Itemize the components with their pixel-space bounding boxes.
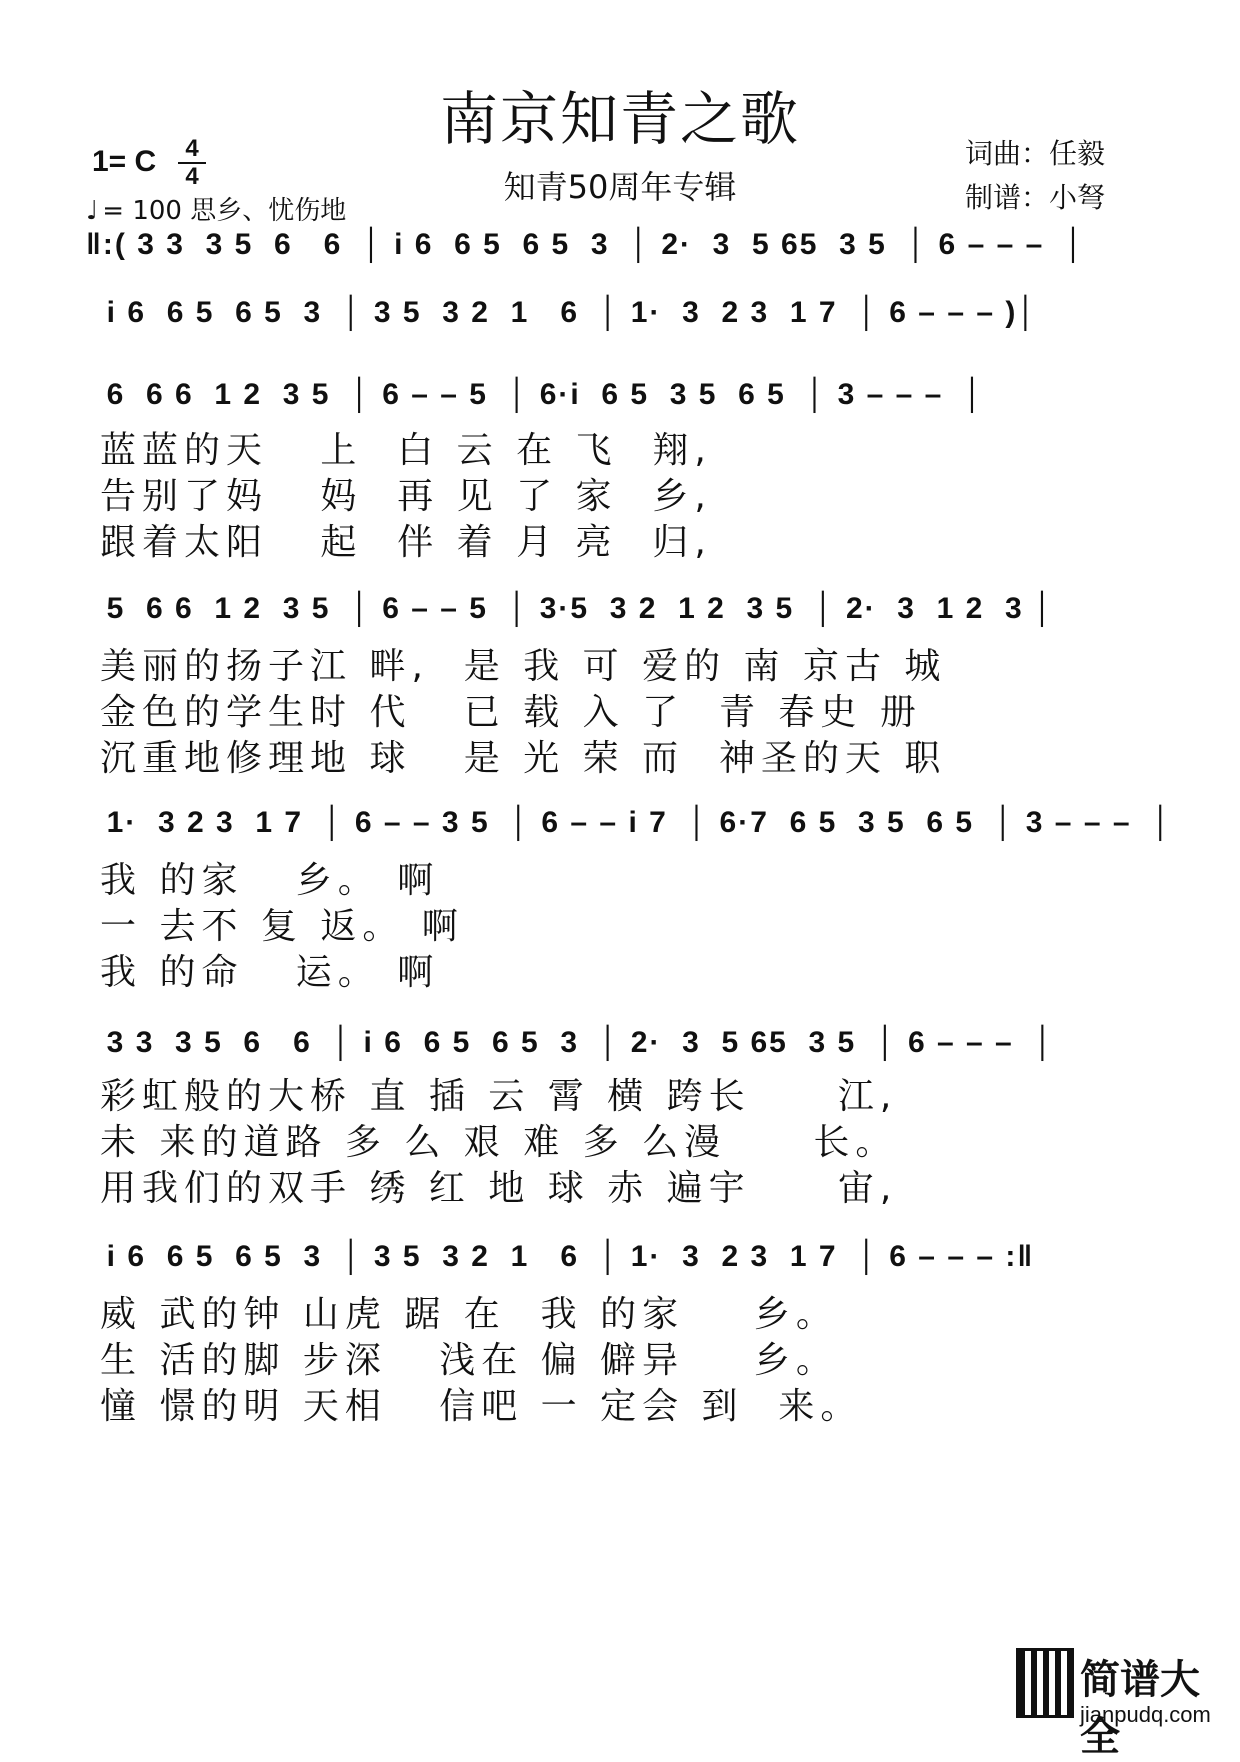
lyric-line: 我 的命 运。 啊 [100,952,440,993]
lyric-line: 彩虹般的大桥 直 插 云 霄 横 跨长 江, [100,1076,898,1117]
lyric-line: 用我们的双手 绣 红 地 球 赤 遍宇 宙, [100,1168,898,1209]
lyric-line: 生 活的脚 步深 浅在 偏 僻异 乡。 [100,1340,838,1381]
lyric-line: 憧 憬的明 天相 信吧 一 定会 到 来。 [100,1386,863,1427]
quarter-note-icon: ♩ [86,196,99,226]
lyric-line: 告别了妈 妈 再 见 了 家 乡, [100,476,712,517]
lyric-line: 威 武的钟 山虎 踞 在 我 的家 乡。 [100,1294,838,1335]
time-signature [178,137,206,189]
time-bottom: 4 [185,163,199,190]
score-line-7: i 6 6 5 6 5 3 │ 3 5 3 2 1 6 │ 1· 3 2 3 1 7 │ 6 – – – :‖ [86,1240,1035,1273]
lyric-line: 跟着太阳 起 伴 着 月 亮 归, [100,522,712,563]
tempo-text: = 100 思乡、忧伤地 [102,196,347,226]
lyric-line: 金色的学生时 代 已 载 入 了 青 春史 册 [100,692,922,733]
lyric-line: 美丽的扬子江 畔, 是 我 可 爱的 南 京古 城 [100,646,947,687]
key-signature: 1= C [92,145,157,178]
score-line-4: 5 6 6 1 2 3 5 │ 6 – – 5 │ 3·5 3 2 1 2 3 5 │ 2· 3 1 2 3 │ [86,592,1055,625]
score-line-2: i 6 6 5 6 5 3 │ 3 5 3 2 1 6 │ 1· 3 2 3 1 7 │ 6 – – – )│ [86,296,1039,329]
time-top: 4 [185,135,199,162]
lyric-line: 一 去不 复 返。 啊 [100,906,464,947]
album-subtitle: 知青50周年专辑 [503,168,737,206]
lyric-line: 沉重地修理地 球 是 光 荣 而 神圣的天 职 [100,738,947,779]
lyric-line: 蓝蓝的天 上 白 云 在 飞 翔, [100,430,712,471]
logo-url: jianpudq.com [1080,1702,1211,1727]
lyric-line: 未 来的道路 多 么 艰 难 多 么漫 长。 [100,1122,898,1163]
score-line-3: 6 6 6 1 2 3 5 │ 6 – – 5 │ 6·i 6 5 3 5 6 5 │ 3 – – – │ [86,378,985,411]
piano-icon [1016,1648,1074,1718]
arranger: 制谱：小弩 [965,181,1106,214]
tempo-marking [86,190,346,227]
credits [965,132,1105,220]
lyricist: 词曲：任毅 [965,137,1106,170]
song-title: 南京知青之歌 [439,85,800,153]
logo-text: 简谱大全 [1080,1657,1200,1760]
score-line-6: 3 3 3 5 6 6 │ i 6 6 5 6 5 3 │ 2· 3 5 65 3 5 │ 6 – – – │ [86,1026,1056,1059]
score-line-1: ‖:( 3 3 3 5 6 6 │ i 6 6 5 6 5 3 │ 2· 3 5 65 3 5 │ 6 – – – │ [86,228,1086,261]
site-logo [1016,1648,1226,1760]
lyric-line: 我 的家 乡。 啊 [100,860,440,901]
score-line-5: 1· 3 2 3 1 7 │ 6 – – 3 5 │ 6 – – i 7 │ 6·7 6 5 3 5 6 5 │ 3 – – – │ [86,806,1173,839]
